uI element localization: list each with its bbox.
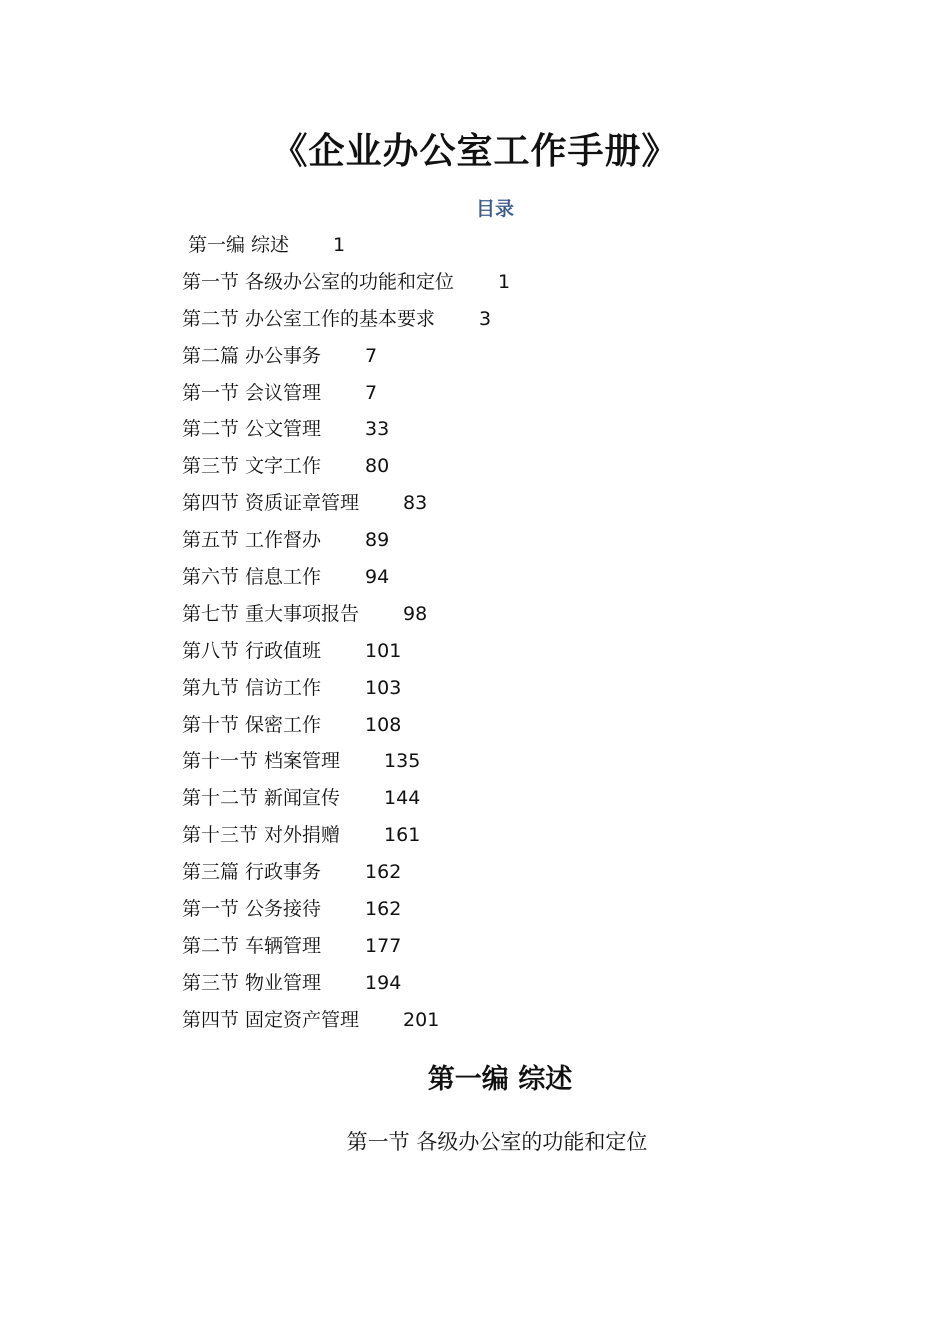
toc-entry[interactable] <box>182 638 510 675</box>
toc-entry-label: 第四节 固定资产管理 <box>182 1008 360 1031</box>
document-title: 《企业办公室工作手册》 <box>271 131 679 172</box>
toc-entry-page: 177 <box>365 934 402 957</box>
toc-entry[interactable] <box>182 785 510 822</box>
toc-entry-label: 第十二节 新闻宣传 <box>182 787 341 810</box>
section-heading: 第一节 各级办公室的功能和定位 <box>346 1130 648 1154</box>
part-heading: 第一编 综述 <box>427 1064 573 1095</box>
toc-entry[interactable] <box>182 380 510 417</box>
toc-entry-label: 第一编 综述 <box>188 234 290 256</box>
toc-entry-label: 第三篇 行政事务 <box>182 861 322 884</box>
toc-entry-page: 162 <box>365 861 402 884</box>
toc-entry-page: 94 <box>365 566 390 589</box>
toc-entry-label: 第一节 会议管理 <box>182 381 322 404</box>
toc-entry[interactable] <box>182 933 510 970</box>
toc-entry-label: 第八节 行政值班 <box>182 639 322 662</box>
toc-entry[interactable] <box>182 1007 510 1044</box>
toc-entry-label: 第二节 公文管理 <box>182 418 322 441</box>
toc-entry-page: 80 <box>365 455 390 478</box>
toc-entry[interactable] <box>182 564 510 601</box>
toc-entry-label: 第一节 公务接待 <box>182 898 322 921</box>
toc-entry-page: 103 <box>365 676 402 699</box>
toc-entry[interactable] <box>182 416 510 453</box>
toc-entry-label: 第九节 信访工作 <box>182 676 322 699</box>
toc-entry[interactable] <box>182 896 510 933</box>
toc-entry[interactable] <box>182 859 510 896</box>
toc-entry-label: 第二篇 办公事务 <box>182 344 322 367</box>
toc-entry-page: 101 <box>365 639 402 662</box>
toc-entry[interactable] <box>182 712 510 749</box>
toc-entry-label: 第三节 文字工作 <box>182 455 322 478</box>
toc-entry-page: 162 <box>365 898 402 921</box>
toc-entry-label: 第五节 工作督办 <box>182 529 322 552</box>
toc-entry[interactable] <box>182 306 510 343</box>
toc-entry-page: 194 <box>365 971 402 994</box>
toc-entry[interactable] <box>182 675 510 712</box>
toc-heading: 目录 <box>475 198 514 220</box>
toc-entry-page: 7 <box>365 381 378 404</box>
toc-entry-label: 第一节 各级办公室的功能和定位 <box>182 270 455 293</box>
toc-entry[interactable] <box>182 601 510 638</box>
toc-entry-page: 201 <box>403 1008 440 1031</box>
toc-entry-label: 第二节 车辆管理 <box>182 934 322 957</box>
toc-entry-label: 第十一节 档案管理 <box>182 750 341 773</box>
toc-entry-label: 第七节 重大事项报告 <box>182 602 360 625</box>
toc-entry-page: 1 <box>333 234 346 256</box>
toc-entry-page: 98 <box>403 602 428 625</box>
toc-entry-page: 3 <box>479 307 492 330</box>
toc-entry[interactable] <box>182 490 510 527</box>
toc-entry-label: 第二节 办公室工作的基本要求 <box>182 307 436 330</box>
toc-entry-label: 第四节 资质证章管理 <box>182 492 360 515</box>
toc-entry-page: 1 <box>498 270 511 293</box>
toc-entry-page: 89 <box>365 529 390 552</box>
toc-entry-label: 第十三节 对外捐赠 <box>182 824 341 847</box>
table-of-contents <box>182 232 510 1044</box>
toc-entry[interactable] <box>182 453 510 490</box>
toc-entry-page: 161 <box>384 824 421 847</box>
toc-entry-page: 135 <box>384 750 421 773</box>
toc-entry[interactable] <box>182 343 510 380</box>
toc-entry-label: 第三节 物业管理 <box>182 971 322 994</box>
toc-entry-page: 83 <box>403 492 428 515</box>
toc-entry-page: 108 <box>365 713 402 736</box>
toc-entry[interactable] <box>182 527 510 564</box>
toc-entry-page: 7 <box>365 344 378 367</box>
toc-entry-page: 33 <box>365 418 390 441</box>
toc-entry[interactable] <box>182 232 510 269</box>
toc-entry-page: 144 <box>384 787 421 810</box>
toc-entry-label: 第六节 信息工作 <box>182 566 322 589</box>
toc-entry[interactable] <box>182 970 510 1007</box>
toc-entry[interactable] <box>182 822 510 859</box>
toc-entry[interactable] <box>182 269 510 306</box>
toc-entry[interactable] <box>182 748 510 785</box>
toc-entry-label: 第十节 保密工作 <box>182 713 322 736</box>
